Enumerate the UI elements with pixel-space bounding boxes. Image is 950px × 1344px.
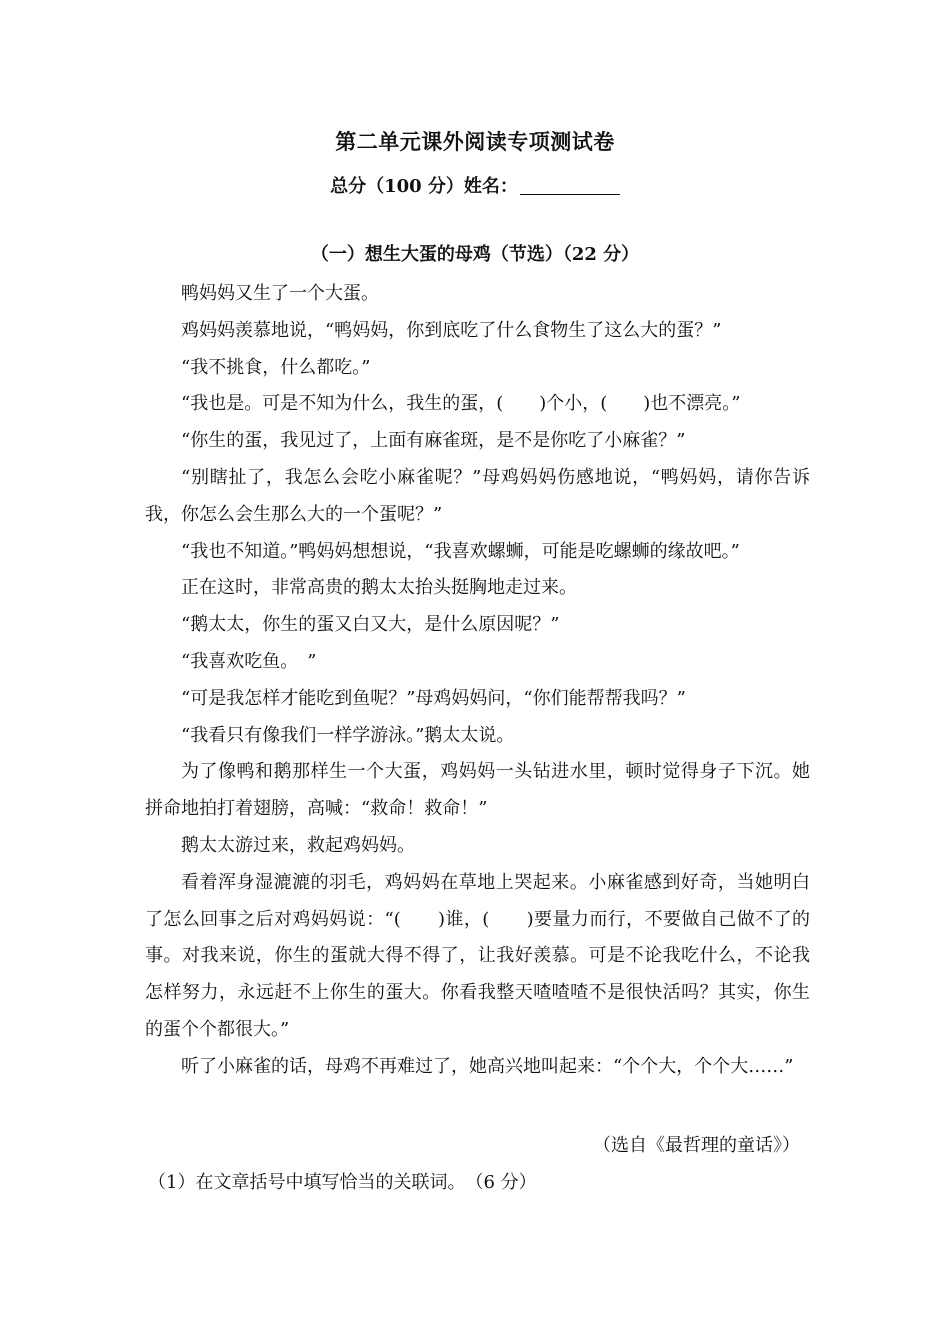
page-title: 第二单元课外阅读专项测试卷 bbox=[335, 129, 615, 154]
paragraph: “我喜欢吃鱼。 ” bbox=[181, 650, 317, 672]
source-citation: （选自《最哲理的童话》） bbox=[593, 1135, 800, 1156]
paragraph: “我看只有像我们一样学游泳。”鹅太太说。 bbox=[181, 724, 515, 746]
paragraph: “我也不知道。”鸭妈妈想想说，“我喜欢螺蛳，可能是吃螺蛳的缘故吧。” bbox=[181, 540, 740, 562]
score-name-line bbox=[0, 172, 950, 198]
paragraph: “我不挑食，什么都吃。” bbox=[181, 356, 371, 378]
paragraph: “别瞎扯了，我怎么会吃小麻雀呢？”母鸡妈妈伤感地说，“鸭妈妈，请你告诉我，你怎么会生那么大的一个蛋呢？” bbox=[145, 466, 810, 525]
paragraph: 鸡妈妈羡慕地说，“鸭妈妈，你到底吃了什么食物生了这么大的蛋？” bbox=[181, 319, 722, 341]
paragraph: “鹅太太，你生的蛋又白又大，是什么原因呢？” bbox=[181, 614, 560, 636]
paragraph: 看着浑身湿漉漉的羽毛，鸡妈妈在草地上哭起来。小麻雀感到好奇，当她明白了怎么回事之后对鸡妈妈说：“( )谁，( )要量力而行，不要做自己做不了的事。对我来说，你生的蛋就大得不得了，让我好羡慕。可是不论我吃什么，不论我怎样努力，永远赶不上你生的蛋大。你看我整天喳喳喳不是很快活吗？其实，你生的蛋个个都很大。” bbox=[145, 871, 810, 1040]
story-text bbox=[145, 276, 810, 1086]
paragraph: “可是我怎样才能吃到鱼呢？”母鸡妈妈问，“你们能帮帮我吗？” bbox=[181, 687, 686, 709]
paragraph: 为了像鸭和鹅那样生一个大蛋，鸡妈妈一头钻进水里，顿时觉得身子下沉。她拼命地拍打着翅膀，高喊：“救命！救命！” bbox=[145, 761, 810, 820]
score-label: 总分（100 分）姓名： bbox=[330, 176, 518, 197]
paragraph: 鹅太太游过来，救起鸡妈妈。 bbox=[181, 834, 415, 856]
paragraph: 正在这时，非常高贵的鹅太太抬头挺胸地走过来。 bbox=[181, 577, 577, 599]
paragraph: 听了小麻雀的话，母鸡不再难过了，她高兴地叫起来：“个个大，个个大……” bbox=[181, 1055, 794, 1077]
paragraph: 鸭妈妈又生了一个大蛋。 bbox=[181, 283, 379, 304]
paragraph: “我也是。可是不知为什么，我生的蛋，( )个小，( )也不漂亮。” bbox=[181, 393, 741, 415]
name-blank[interactable] bbox=[520, 176, 620, 195]
paragraph: “你生的蛋，我见过了，上面有麻雀斑，是不是你吃了小麻雀？” bbox=[181, 430, 686, 452]
section-title: （一）想生大蛋的母鸡（节选）（22 分） bbox=[310, 244, 640, 265]
question-1: （1）在文章括号中填写恰当的关联词。 （6 分） bbox=[148, 1172, 537, 1193]
